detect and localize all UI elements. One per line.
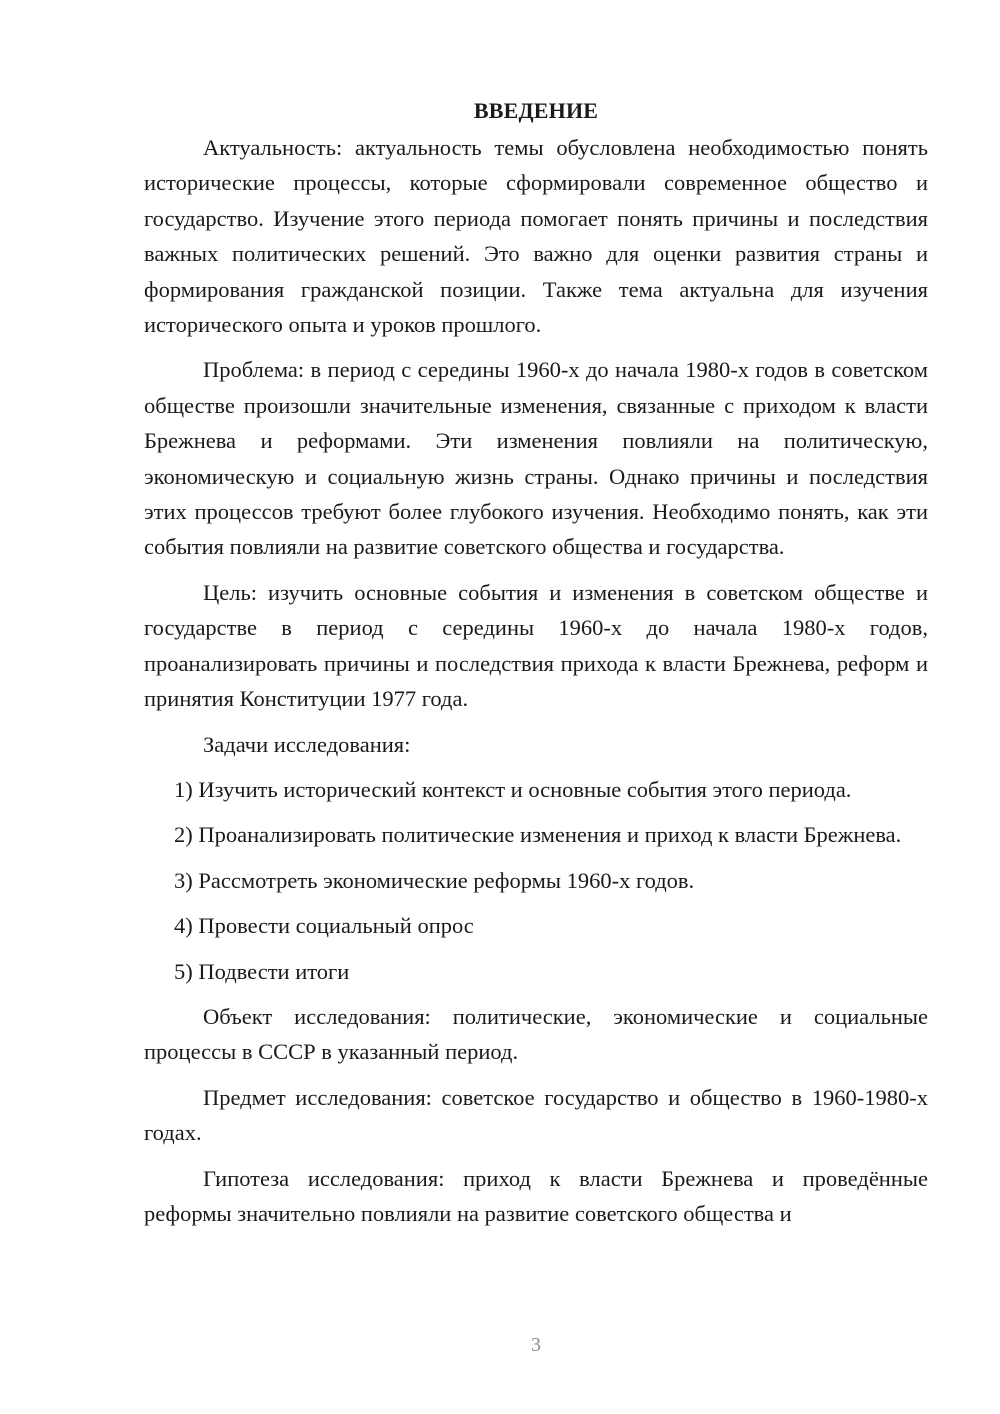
problem-paragraph: Проблема: в период с середины 1960-х до начала 1980-х годов в советском обществе произошли значительные изменения, связанные с приходом к власти Брежнева и реформами. Эти изменения повлияли на политическую, экономическую и социальную жизнь страны. Однако причины и последствия этих процессов требуют более глубокого изучения. Необходимо понять, как эти события повлияли на развитие советского общества и государства. [144,357,928,560]
task-item: 4) Провести социальный опрос [174,913,474,939]
subject-paragraph: Предмет исследования: советское государство и общество в 1960-1980-х годах. [144,1084,928,1146]
tasks-list [144,772,928,989]
task-item: 3) Рассмотреть экономические реформы 1960-х годов. [174,867,695,893]
goal-paragraph: Цель: изучить основные события и изменения в советском обществе и государстве в период с середины 1960-х до начала 1980-х годов, проанализировать причины и последствия прихода к власти Брежнева, реформ и принятия Конституции 1977 года. [144,579,928,712]
hypothesis-paragraph: Гипотеза исследования: приход к власти Брежнева и проведённые реформы значительно повлияли на развитие советского общества и [144,1165,928,1226]
task-item: 5) Подвести итоги [174,958,350,984]
tasks-heading: Задачи исследования: [203,731,411,757]
task-item: 1) Изучить исторический контекст и основные события этого периода. [174,776,852,802]
object-paragraph: Объект исследования: политические, экономические и социальные процессы в СССР в указанный период. [144,1003,928,1065]
relevance-paragraph: Актуальность: актуальность темы обусловлена необходимостью понять исторические процессы, которые сформировали современное общество и государство. Изучение этого периода помогает понять причины и последствия важных политических решений. Это важно для оценки развития страны и формирования гражданской позиции. Также тема актуальна для изучения исторического опыта и уроков прошлого. [144,135,928,338]
task-item: 2) Проанализировать политические изменения и приход к власти Брежнева. [174,822,902,848]
page-number: 3 [531,1334,541,1356]
section-heading: ВВЕДЕНИЕ [473,98,599,123]
document-page [144,96,928,1241]
